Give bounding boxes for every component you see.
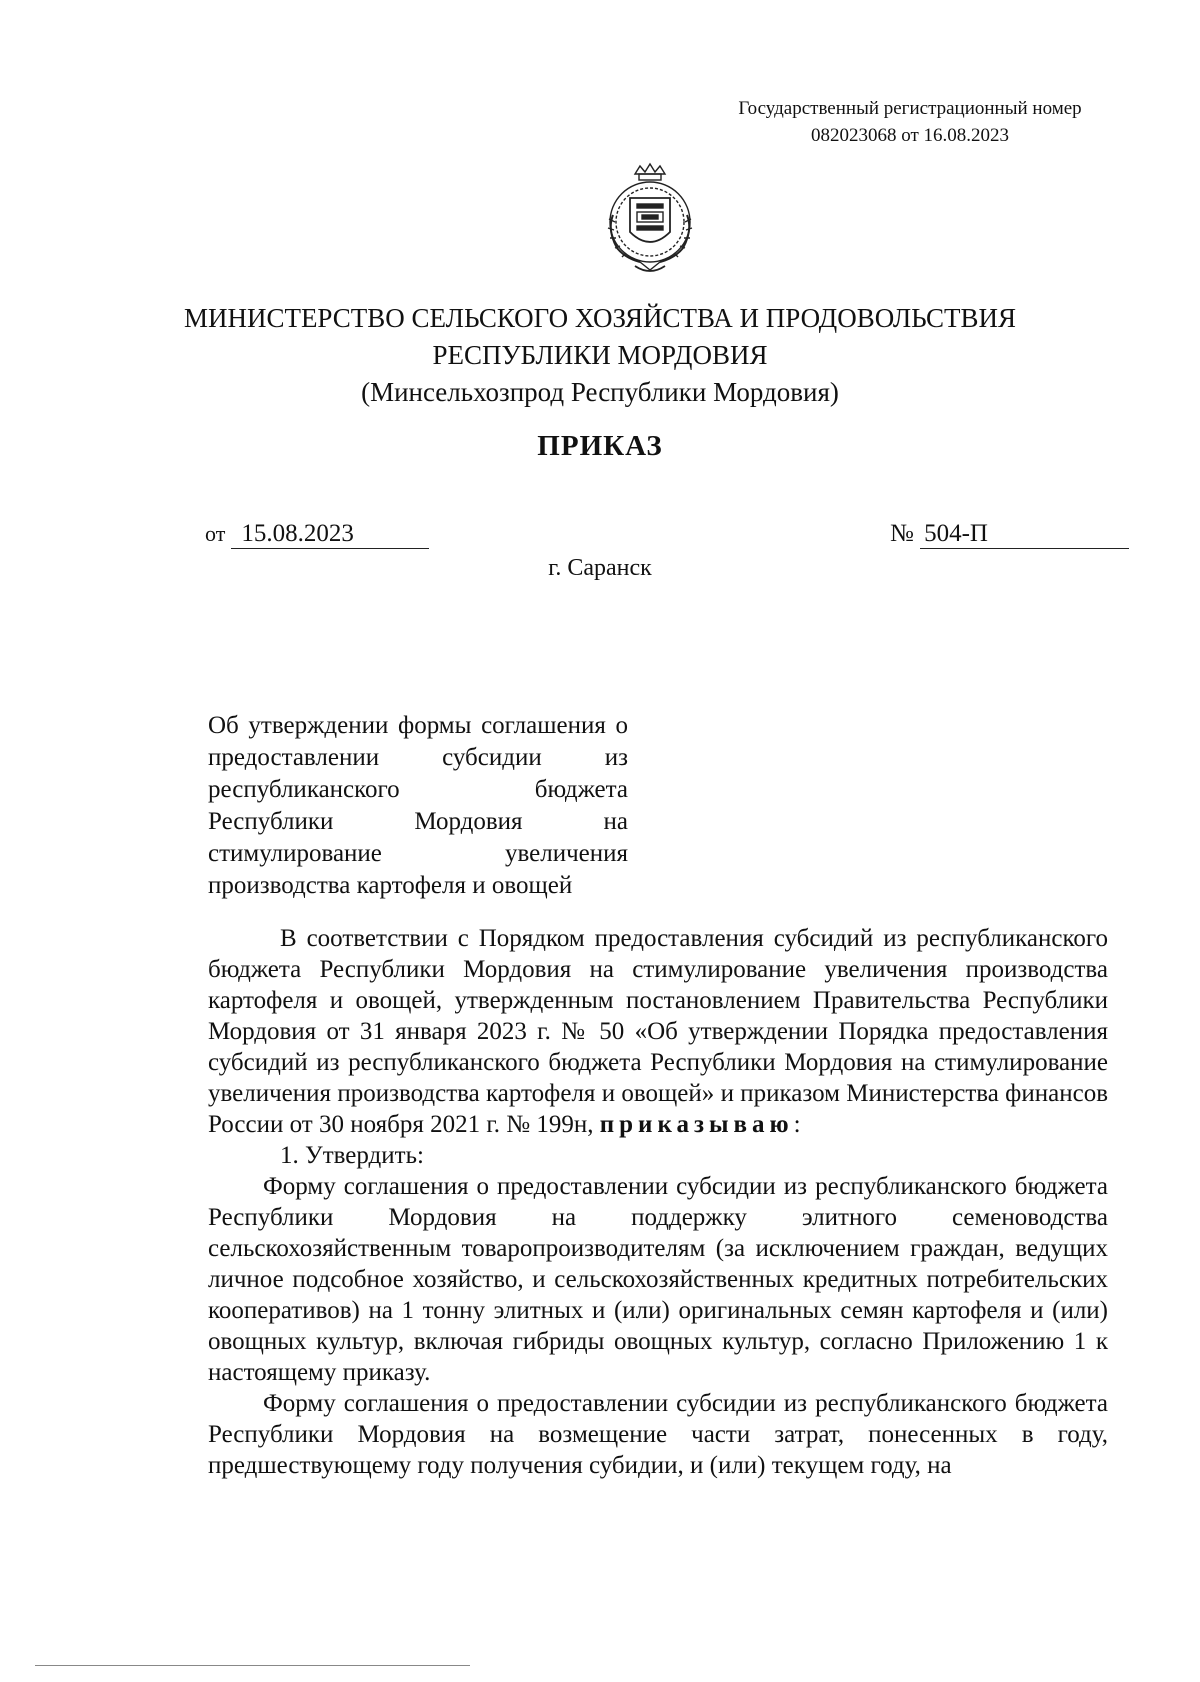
order-colon: : [793, 1111, 801, 1138]
preamble-text: В соответствии с Порядком предоставления субсидий из республиканского бюджета Республики Мордовия на стимулирование увеличения производства картофеля и овощей, утвержденным постановлением Правительства Республики Мордовия от 31 января 2023 г. № 50 «Об утверждении Порядка предоставления субсидий из республиканского бюджета Республики Мордовия на стимулирование увеличения производства картофеля и овощей» и приказом Министерства финансов России от 30 ноября 2021 г. № 199н, [208, 925, 1108, 1138]
ministry-name-line1: МИНИСТЕРСТВО СЕЛЬСКОГО ХОЗЯЙСТВА И ПРОДОВОЛЬСТВИЯ [183, 303, 1017, 333]
page-bottom-line [35, 1665, 470, 1666]
order-subject: Об утверждении формы соглашения о предоставлении субсидии из республиканского бюджета Республики Мордовия на стимулирование увеличения производства картофеля и овощей [208, 712, 628, 899]
date-prefix: от [205, 521, 226, 546]
preamble-paragraph [208, 923, 1108, 1140]
ministry-short-name: (Минсельхозпрод Республики Мордовия) [361, 377, 839, 407]
form-paragraph-2: Форму соглашения о предоставлении субсидии из республиканского бюджета Республики Мордовия на возмещение части затрат, понесенных в году, предшествующему году получения субидии, и (или) текущем году, на [208, 1390, 1108, 1479]
number-prefix: № [890, 520, 914, 547]
registration-stamp [700, 95, 1120, 149]
date-value: 15.08.2023 [231, 520, 429, 549]
point-1: 1. Утвердить: [280, 1142, 424, 1169]
form-paragraph-1: Форму соглашения о предоставлении субсидии из республиканского бюджета Республики Мордовия на поддержку элитного семеноводства сельскохозяйственным товаропроизводителям (за исключением граждан, ведущих личное подсобное хозяйство, и сельскохозяйственных кредитных потребительских кооперативов) на 1 тонну элитных и (или) оригинальных семян картофеля и (или) овощных культур, включая гибриды овощных культур, согласно Приложению 1 к настоящему приказу. [208, 1173, 1108, 1386]
coat-of-arms-icon [595, 160, 705, 280]
ministry-header [100, 300, 1100, 411]
order-body [208, 923, 1108, 1481]
registration-label: Государственный регистрационный номер [738, 98, 1082, 119]
city: г. Саранск [548, 555, 652, 581]
order-word: приказываю [599, 1111, 794, 1138]
document-type-title: ПРИКАЗ [537, 430, 663, 462]
number-value: 504-П [920, 520, 1129, 549]
order-date [205, 520, 429, 549]
registration-number: 082023068 от 16.08.2023 [810, 125, 1010, 146]
ministry-name-line2: РЕСПУБЛИКИ МОРДОВИЯ [432, 340, 768, 370]
order-number [890, 520, 1129, 549]
